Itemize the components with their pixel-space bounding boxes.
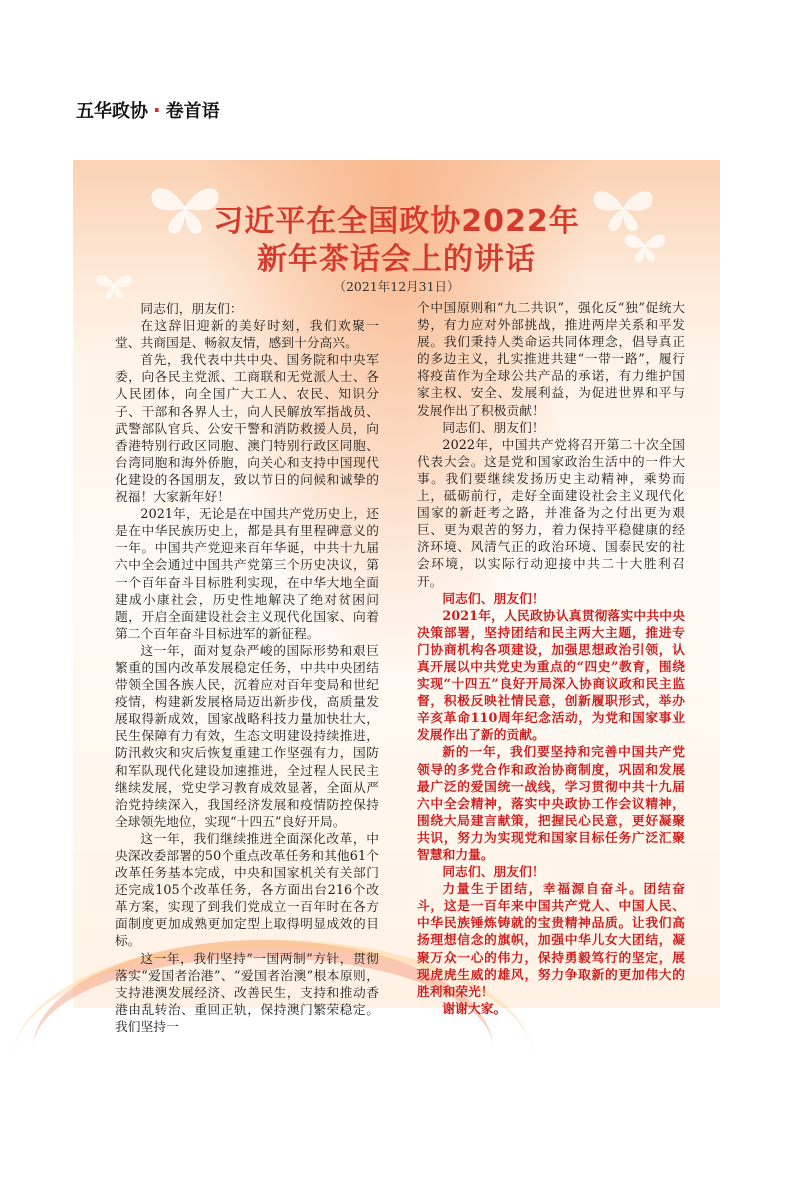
paragraph-highlight: 谢谢大家。 (442, 1000, 507, 1016)
left-column (115, 300, 379, 1035)
paragraph-highlight: 新的一年，我们要坚持和完善中国共产党领导的多党合作和政治协商制度，巩固和发展最广泛的爱国统一战线，学习贯彻中共十九届六中全会精神，落实中央政协工作会议精神，围绕大局建言献策，把握民心民意，更好凝聚共识，努力为实现党和国家目标任务广泛汇聚智慧和力量。 (417, 744, 685, 862)
right-column (417, 299, 685, 1017)
paragraph: 在这辞旧迎新的美好时刻，我们欢聚一堂、共商国是、畅叙友情，感到十分高兴。 (115, 318, 379, 351)
paragraph: 2022年，中国共产党将召开第二十次全国代表大会。这是党和国家政治生活中的一件大事。我们要继续发扬历史主动精神，乘势而上，砥砺前行，走好全面建设社会主义现代化国家的新赶考之路，并准备为之付出更为艰巨、更为艰苦的努力，着力保持平稳健康的经济环境、风清气正的政治环境、国泰民安的社会环境，以实际行动迎接中共二十大胜利召开。 (417, 436, 685, 589)
paragraph-highlight: 同志们、朋友们！ (442, 590, 545, 606)
paragraph: 同志们，朋友们： (140, 301, 243, 316)
header-separator-dot: · (153, 98, 161, 122)
header-publication-name: 五华政协 (76, 101, 148, 122)
paragraph: 同志们、朋友们！ (442, 419, 545, 435)
paragraph: 这一年，我们继续推进全面深化改革，中央深改委部署的50个重点改革任务和其他61个改革任务基本完成，中央和国家机关有关部门还完成105个改革任务，各方面出台216个改革方案，实现了到我们党成立一百年时在各方面制度更加成熟更加定型上取得明显成效的目标。 (115, 830, 379, 949)
header-section-name: 卷首语 (165, 101, 220, 122)
article-title-line2: 新年茶话会上的讲话 (257, 242, 536, 277)
article-panel (73, 160, 720, 1034)
article-date: （2021年12月31日） (333, 279, 460, 294)
paragraph-highlight: 同志们、朋友们！ (442, 864, 545, 880)
paragraph: 2021年，无论是在中国共产党历史上，还是在中华民族历史上，都是具有里程碑意义的一年。中国共产党迎来百年华诞，中共十九届六中全会通过中国共产党第三个历史决议，第一个百年奋斗目标胜利实现，在中华大地全面建成小康社会，历史性地解决了绝对贫困问题，开启全面建设社会主义现代化国家、向着第二个百年奋斗目标进军的新征程。 (115, 506, 379, 641)
paragraph-highlight: 力量生于团结，幸福源自奋斗。团结奋斗，这是一百年来中国共产党人、中国人民、中华民族锤炼铸就的宝贵精神品质。让我们高扬理想信念的旗帜，加强中华儿女大团结，凝聚万众一心的伟力，保持勇毅笃行的坚定，展现虎虎生威的雄风，努力争取新的更加伟大的胜利和荣光！ (417, 881, 685, 999)
article-title-line1: 习近平在全国政协2022年 (213, 204, 580, 239)
paragraph-highlight: 2021年，人民政协认真贯彻落实中共中央决策部署，坚持团结和民主两大主题，推进专门协商机构各项建设，加强思想政治引领，认真开展以中共党史为重点的“四史”教育，围绕实现“十四五”良好开局深入协商议政和民主监督，积极反映社情民意，创新履职形式，举办辛亥革命110周年纪念活动，为党和国家事业发展作出了新的贡献。 (417, 607, 685, 743)
paragraph: 首先，我代表中共中央、国务院和中央军委，向各民主党派、工商联和无党派人士、各人民团体，向全国广大工人、农民、知识分子、干部和各界人士，向人民解放军指战员、武警部队官兵、公安干警和消防救援人员，向香港特别行政区同胞、澳门特别行政区同胞、台湾同胞和海外侨胞，向关心和支持中国现代化建设的各国朋友，致以节日的问候和诚挚的祝福！大家新年好！ (115, 352, 379, 505)
paragraph: 这一年，面对复杂严峻的国际形势和艰巨繁重的国内改革发展稳定任务，中共中央团结带领全国各族人民，沉着应对百年变局和世纪疫情，构建新发展格局迈出新步伐，高质量发展取得新成效，国家战略科技力量加快壮大，民生保障有力有效，生态文明建设持续推进，防汛救灾和灾后恢复重建工作坚强有力，国防和军队现代化建设加速推进，全过程人民民主继续发展，党史学习教育成效显著，全面从严治党持续深入，我国经济发展和疫情防控保持全球领先地位，实现“十四五”良好开局。 (115, 642, 379, 829)
section-header (76, 97, 220, 123)
paragraph: 个中国原则和“九二共识”，强化反“独”促统大势，有力应对外部挑战，推进两岸关系和平发展。我们秉持人类命运共同体理念，倡导真正的多边主义，扎实推进共建“一带一路”，履行将疫苗作为全球公共产品的承诺，有力维护国家主权、安全、发展利益，为促进世界和平与发展作出了积极贡献！ (417, 300, 685, 418)
paragraph: 这一年，我们坚持“一国两制”方针，贯彻落实“爱国者治港”、“爱国者治澳”根本原则，支持港澳发展经济、改善民生，支持和推动香港由乱转治、重回正轨，保持澳门繁荣稳定。我们坚持一 (115, 950, 379, 1034)
